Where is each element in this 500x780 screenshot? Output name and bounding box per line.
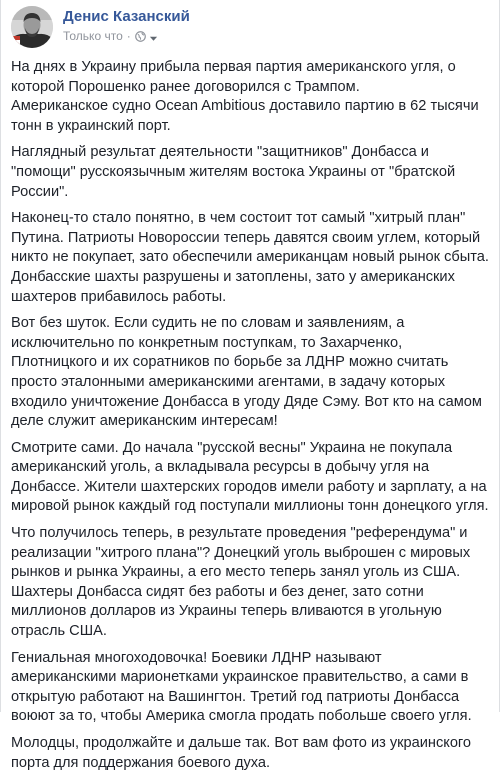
- meta-separator: ·: [126, 29, 131, 43]
- avatar-image: [11, 6, 53, 48]
- globe-icon[interactable]: [135, 31, 146, 42]
- chevron-down-icon[interactable]: [149, 32, 158, 41]
- post-paragraph-4: Вот без шуток. Если судить не по словам и заявлениям, а исключительно по конкретным поступкам, то Захарченко, Плотницкого и их соратников по борьбе за ЛДНР можно считать просто эталонными американскими агентами, в задачу которых входило уничтожение Донбасса в угоду Дяде Сэму. Вот кто на самом деле служит американским интересам!: [11, 315, 482, 430]
- post-meta: [63, 29, 158, 43]
- author-name-link[interactable]: Денис Казанский: [63, 8, 190, 25]
- post-body: [11, 58, 489, 780]
- post-paragraph-2: Наглядный результат деятельности "защитников" Донбасса и "помощи" русскоязычным жителям востока Украины от "братской России".: [11, 144, 456, 200]
- post-paragraph-5: Смотрите сами. До начала "русской весны" Украина не покупала американский уголь, а вкладывала ресурсы в добычу угля на Донбассе. Жители шахтерских городов имели работу и зарплату, а на мировой рынок каждый год поступали миллионы тонн донецкого угля.: [11, 439, 489, 515]
- post-paragraph-1: На днях в Украину прибыла первая партия американского угля, о которой Порошенко ранее договорился с Трампом. Американское судно Ocean Ambitious доставило партию в 62 тысячи тонн в украинский порт.: [11, 59, 479, 134]
- post-paragraph-8: Молодцы, продолжайте и дальше так. Вот вам фото из украинского порта для поддержания боевого духа.: [11, 735, 472, 771]
- post-paragraph-7: Гениальная многоходовочка! Боевики ЛДНР называют американскими марионетками украинское правительство, а сами в открытую работают на Вашингтон. Третий год патриоты Донбасса воюют за то, чтобы Америка смогла продать побольше своего угля.: [11, 649, 472, 725]
- post-paragraph-3: Наконец-то стало понятно, в чем состоит тот самый "хитрый план" Путина. Патриоты Новороссии теперь давятся своим углем, который никто не покупает, зато обеспечили американцам новый рынок сбыта. Донбасские шахты разрушены и затоплены, зато у американских шахтеров прибавилось работы.: [11, 210, 489, 305]
- post-paragraph-6: Что получилось теперь, в результате проведения "референдума" и реализации "хитрого плана"? Донецкий уголь выброшен с мировых рынков и рынка Украины, а его место теперь занял уголь из США. Шахтеры Донбасса сидят без работы и без денег, зато сотни миллионов долларов из Украины теперь вливаются в угольную отрасль США.: [11, 525, 471, 640]
- avatar[interactable]: [11, 6, 53, 48]
- timestamp[interactable]: Только что: [63, 29, 123, 43]
- post-header: [11, 6, 491, 50]
